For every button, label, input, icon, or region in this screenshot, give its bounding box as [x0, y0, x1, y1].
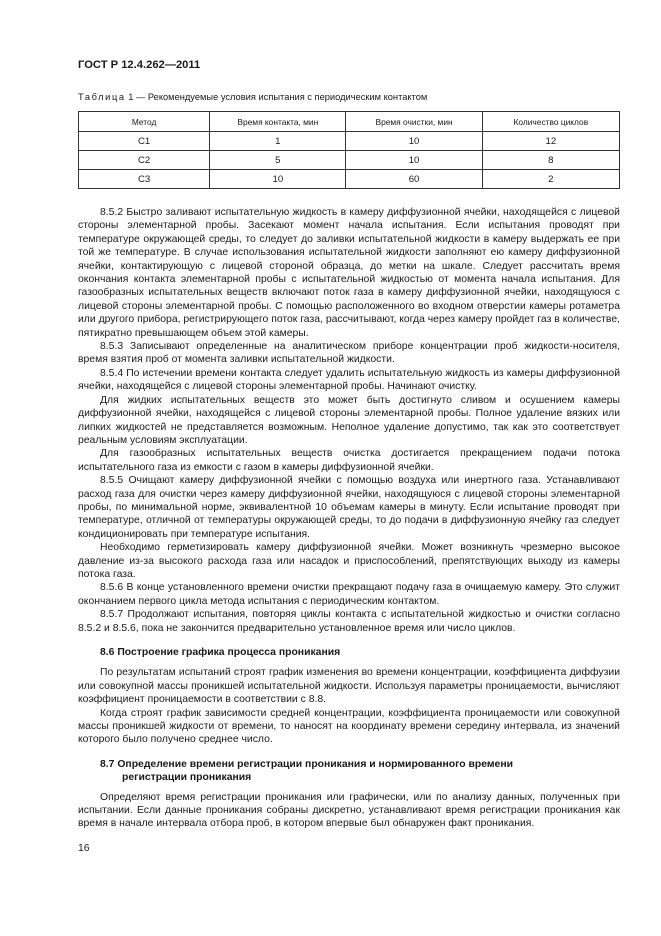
paragraph-8-6-graph: Когда строят график зависимости средней концентрации, коэффициента проницаемости или совокупной массы проникшей жидкости от времени, то наносят на координату времени середину интервала, из значений которого было получено среднее число.	[78, 707, 620, 746]
table-cell: 5	[210, 151, 346, 170]
table-cell: 12	[482, 132, 619, 151]
table-cell: 10	[346, 151, 482, 170]
table-row	[79, 132, 620, 151]
section-heading-8-7	[78, 758, 620, 785]
table-header-row	[79, 112, 620, 132]
table-row	[79, 151, 620, 170]
paragraph-8-6-results: По результатам испытаний строят график изменения во времени концентрации, коэффициента диффузии или совокупной массы проникшей испытательной жидкости. Используя параметры проницаемости, вычисляют коэффициент проницаемости в соответствии с 8.8.	[78, 667, 620, 706]
table-cell: 8	[482, 151, 619, 170]
paragraph-8-5-2: 8.5.2 Быстро заливают испытательную жидкость в камеру диффузионной ячейки, находящейся с лицевой стороны элементарной пробы. Засекают момент начала испытания. Если испытания проводят при температуре окружающей среды, то следует до заливки испытательной жидкости в камеру выдержать ее при той же температуре. В случае использования испытательной жидкости заполняют ею камеру диффузионной ячейки, контактирующую с лицевой стороной образца, до метки на шкале. Следует рассчитать время окончания контакта элементарной пробы с испытательной жидкостью от момента начала испытания. Для газообразных испытательных веществ включают поток газа в камеру диффузионной ячейки, находящуюся с лицевой стороны элементарной пробы. С помощью расположенного во входном отверстии камеры ротаметра или другого прибора, регистрирующего поток газа, рассчитывают, когда через камеру пройдет газ в количестве, пятикратно превышающем объем этой камеры.	[78, 207, 620, 339]
paragraph-8-5-4: 8.5.4 По истечении времени контакта следует удалить испытательную жидкость из камеры диффузионной ячейки, находящейся с лицевой стороны элементарной пробы. Начинают очистку.	[78, 367, 620, 393]
section-heading-8-7-line1: 8.7 Определение времени регистрации проникания и нормированного времени	[100, 758, 513, 770]
column-header-cleaning-time: Время очистки, мин	[346, 112, 482, 132]
table-caption-word: Таблица	[78, 92, 126, 102]
table-row	[79, 170, 620, 189]
paragraph-8-5-3: 8.5.3 Записывают определенные на аналитическом приборе концентрации проб жидкости-носителя, время взятия проб от момента заливки испытательной жидкости.	[78, 341, 620, 366]
table-cell: 60	[346, 170, 482, 189]
page-number: 16	[78, 843, 90, 854]
paragraph-8-5-5: 8.5.5 Очищают камеру диффузионной ячейки с помощью воздуха или инертного газа. Устанавливают расход газа для очистки через камеру диффузионной ячейки, находящуюся с лицевой стороны элементарной пробы, по минимальной норме, эквивалентной 10 объемам камеры в минуту. Если испытание проводят при температуре, отличной от температуры окружающей среды, то до подачи в диффузионную ячейку газ следует кондиционировать при температуре испытания.	[78, 475, 620, 540]
column-header-cycles: Количество циклов	[482, 112, 619, 132]
table-cell: 2	[482, 170, 619, 189]
body-text	[78, 206, 620, 831]
section-heading-8-7-line2: регистрации проникания	[122, 772, 252, 784]
paragraph-8-7: Определяют время регистрации проникания или графически, или по анализу данных, полученных при испытании. Если данные проникания собраны дискретно, устанавливают время регистрации проникания как время в начале интервала отбора проб, в котором впервые был обнаружен факт проникания.	[78, 791, 620, 830]
table-cell: 10	[346, 132, 482, 151]
section-heading-8-6: 8.6 Построение графика процесса проникания	[100, 647, 341, 658]
table-cell: 10	[210, 170, 346, 189]
paragraph-liquid-cleaning: Для жидких испытательных веществ это может быть достигнуто сливом и осушением камеры диффузионной ячейки, находящейся с лицевой стороны элементарной пробы. Полное удаление вязких или липких жидкостей не представляется возможным. Неполное удаление допустимо, так как это соответствует реальным условиям эксплуатации.	[78, 394, 620, 446]
table-caption	[78, 92, 427, 102]
test-conditions-table	[78, 111, 620, 189]
table-caption-text: 1 — Рекомендуемые условия испытания с периодическим контактом	[125, 92, 428, 102]
table-cell: 1	[210, 132, 346, 151]
paragraph-gas-cleaning: Для газообразных испытательных веществ очистка достигается прекращением подачи потока испытательного газа из емкости с газом в камеры диффузионной ячейки.	[78, 448, 620, 473]
column-header-method: Метод	[79, 112, 210, 132]
table-cell: С1	[79, 132, 210, 151]
paragraph-sealing: Необходимо герметизировать камеру диффузионной ячейки. Может возникнуть чрезмерно высокое давление из-за высокого расхода газа или насадок и приспособлений, препятствующих выходу из камеры потока газа.	[78, 542, 620, 580]
column-header-contact-time: Время контакта, мин	[210, 112, 346, 132]
document-code-header: ГОСТ Р 12.4.262—2011	[78, 59, 201, 71]
paragraph-8-5-6: 8.5.6 В конце установленного времени очистки прекращают подачу газа в очищаемую камеру. Это служит окончанием первого цикла метода испытания с периодическим контактом.	[78, 582, 620, 607]
table-cell: С3	[79, 170, 210, 189]
table-cell: С2	[79, 151, 210, 170]
paragraph-8-5-7: 8.5.7 Продолжают испытания, повторяя циклы контакта с испытательной жидкостью и очистки согласно 8.5.2 и 8.5.6, пока не закончится предварительно установленное время или число циклов.	[78, 609, 620, 634]
